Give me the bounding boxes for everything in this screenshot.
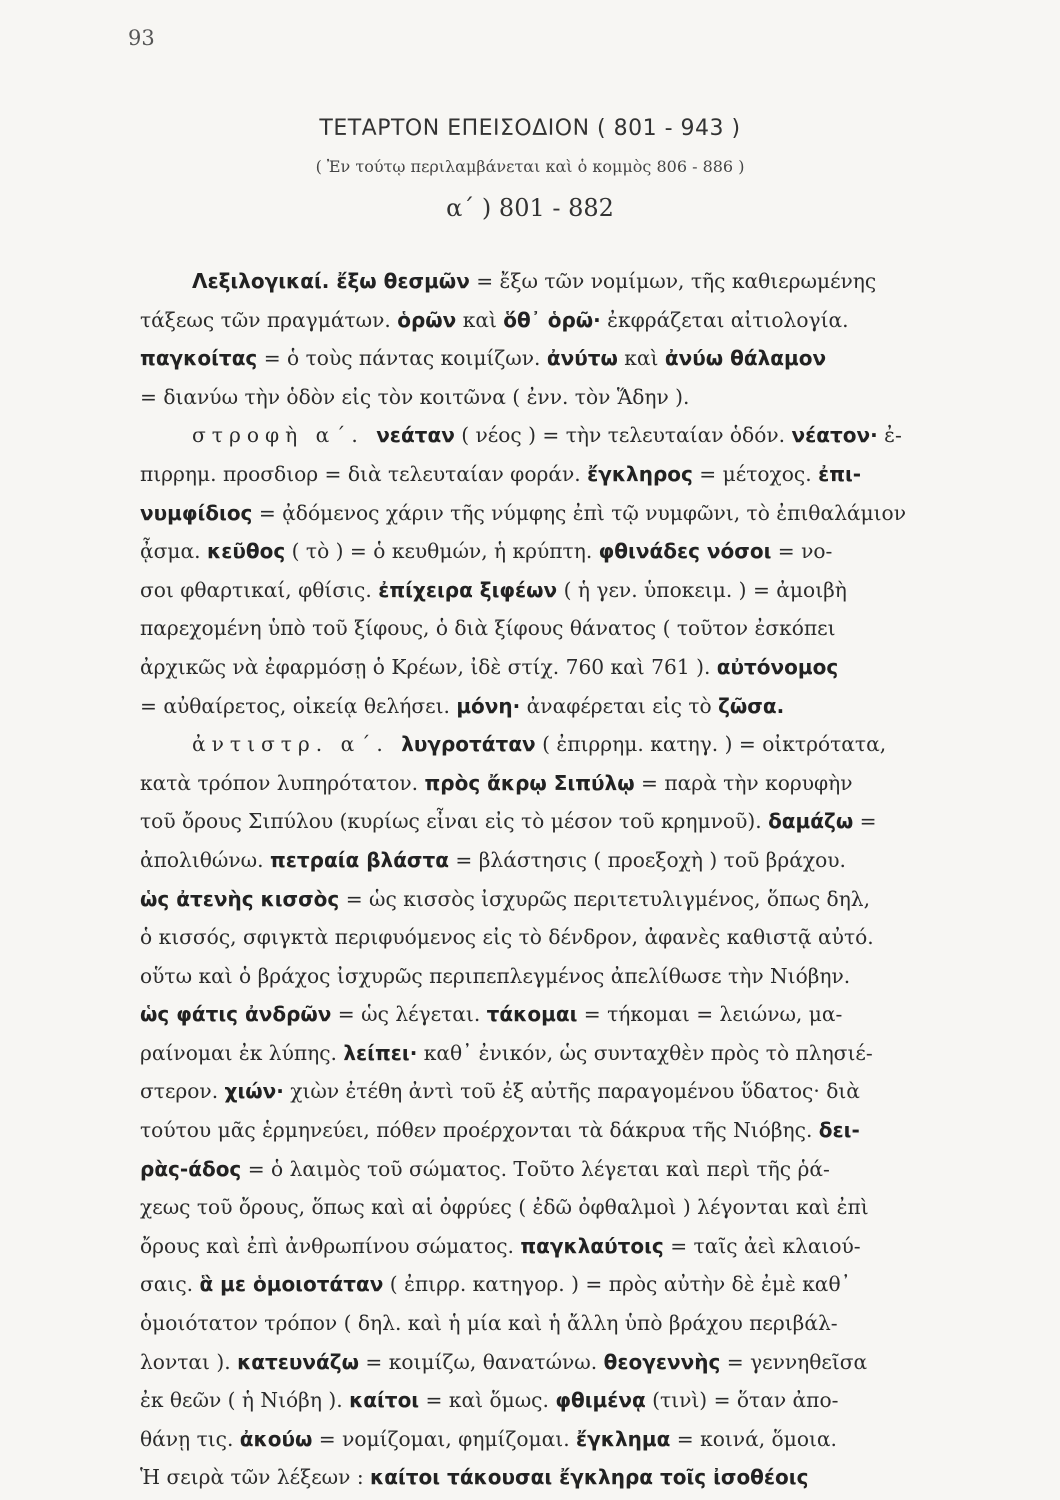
text-segment: (τινὶ) = ὅταν ἀπο- — [645, 1388, 839, 1413]
text-line — [140, 687, 1020, 726]
text-line — [140, 1034, 1020, 1073]
headword: φθιμένᾳ — [555, 1388, 646, 1413]
headword: νυμφίδιος — [140, 500, 253, 525]
text-segment: σαις. — [140, 1272, 200, 1297]
headword: πρὸς ἄκρῳ Σιπύλῳ — [424, 770, 635, 795]
text-segment: = ᾀδόμενος χάριν τῆς νύμφης ἐπὶ τῷ νυμφῶνι, τὸ ἐπιθαλάμιον — [252, 500, 906, 525]
headword: φθινάδες νόσοι — [598, 539, 772, 564]
text-line — [140, 494, 1020, 533]
headword: τάκομαι — [486, 1002, 578, 1027]
text-line — [140, 880, 1020, 919]
text-segment: = γεννηθεῖσα — [720, 1349, 868, 1374]
text-segment: Ἡ σειρὰ τῶν λέξεων : — [140, 1465, 371, 1490]
text-line — [140, 571, 1020, 610]
text-segment: = διανύω τὴν ὁδὸν εἰς τὸν κοιτῶνα ( ἐνν. τὸν Ἅδην ). — [140, 384, 690, 409]
body-text — [140, 262, 1020, 1497]
text-line — [140, 301, 1020, 340]
text-segment: τούτου μᾶς ἑρμηνεύει, πόθεν προέρχονται τὰ δάκρυα τῆς Νιόβης. — [140, 1118, 819, 1143]
text-segment: στερον. — [140, 1079, 225, 1104]
headword: πετραία βλάστα — [269, 847, 450, 872]
text-segment: ἀντιστρ. α΄. — [192, 732, 402, 757]
text-segment: ( ἡ γεν. ὑποκειμ. ) = ἀμοιβὴ — [557, 577, 847, 602]
text-line — [140, 1381, 1020, 1420]
text-segment: παρεχομένη ὑπὸ τοῦ ξίφους, ὁ διὰ ξίφους θάνατος ( τοῦτον ἐσκόπει — [140, 616, 836, 641]
text-segment: καθ᾽ ἐνικόν, ὡς συνταχθὲν πρὸς τὸ πλησιέ- — [417, 1040, 873, 1065]
text-segment: = — [853, 809, 877, 834]
headword: θεογεννὴς — [603, 1349, 721, 1374]
text-segment: = ὁ λαιμὸς τοῦ σώματος. Τοῦτο λέγεται καὶ περὶ τῆς ῥά- — [241, 1156, 830, 1181]
text-segment: πιρρημ. προσδιορ = διὰ τελευταίαν φοράν. — [140, 461, 588, 486]
text-segment: στροφὴ α΄. — [192, 423, 377, 448]
text-segment: = τήκομαι = λειώνω, μα- — [577, 1002, 843, 1027]
text-line — [140, 764, 1020, 803]
text-segment: ( τὸ ) = ὁ κευθμών, ἡ κρύπτη. — [285, 539, 599, 564]
page-number: 93 — [128, 26, 155, 50]
text-segment: ἐκ θεῶν ( ἡ Νιόβη ). — [140, 1388, 350, 1413]
text-segment: = ταῖς ἀεὶ κλαιού- — [663, 1233, 861, 1258]
headword: λυγροτάταν — [401, 732, 536, 757]
text-segment: ( νέος ) = τὴν τελευταίαν ὁδόν. — [454, 423, 792, 448]
text-segment: ἀρχικῶς νὰ ἐφαρμόσῃ ὁ Κρέων, ἰδὲ στίχ. 760 καὶ 761 ). — [140, 654, 717, 679]
headword: νεάταν — [376, 423, 455, 448]
headword: ὁρῶν — [397, 307, 457, 332]
text-segment: ὄρους καὶ ἐπὶ ἀνθρωπίνου σώματος. — [140, 1233, 521, 1258]
text-segment: ἐ- — [877, 423, 902, 448]
text-line — [140, 725, 1020, 764]
headword: μόνη· — [456, 693, 521, 718]
text-segment: ἐκφράζεται αἰτιολογία. — [600, 307, 849, 332]
text-segment: καὶ — [617, 346, 665, 371]
text-segment: = βλάστησις ( προεξοχὴ ) τοῦ βράχου. — [449, 847, 846, 872]
text-line — [140, 802, 1020, 841]
headword: καίτοι — [349, 1388, 420, 1413]
headword: ἔγκληρος — [587, 461, 693, 486]
headword: ἔξω θεσμῶν — [336, 269, 470, 293]
headword: ἀνύτω — [546, 346, 618, 371]
text-line — [140, 1188, 1020, 1227]
text-segment: ὁμοιότατον τρόπον ( δηλ. καὶ ἡ μία καὶ ἡ ἄλλη ὑπὸ βράχου περιβάλ- — [140, 1311, 838, 1336]
headword: κατευνάζω — [237, 1349, 359, 1374]
text-line — [140, 532, 1020, 571]
text-line — [140, 648, 1020, 687]
text-segment: = αὐθαίρετος, οἰκείᾳ θελήσει. — [140, 693, 457, 718]
headword: δει- — [818, 1118, 860, 1143]
text-segment: = μέτοχος. — [692, 461, 819, 486]
text-line — [140, 1111, 1020, 1150]
text-line — [140, 609, 1020, 648]
headword: κεῦθος — [207, 539, 286, 564]
headword: καίτοι τάκουσαι ἔγκληρα τοῖς ἰσοθέοις — [370, 1465, 809, 1490]
text-line — [140, 1072, 1020, 1111]
headword: δαμάζω — [768, 809, 854, 834]
text-segment: θάνῃ τις. — [140, 1426, 240, 1451]
text-line — [140, 378, 1020, 417]
text-segment: = κοιμίζω, θανατώνω. — [359, 1349, 604, 1374]
text-line — [140, 918, 1020, 957]
text-line — [140, 957, 1020, 996]
section-title: ΤΕΤΑΡΤΟΝ ΕΠΕΙΣΟΔΙΟΝ ( 801 - 943 ) — [319, 116, 741, 141]
text-line — [140, 1420, 1020, 1459]
text-segment: χιὼν ἐτέθη ἀντὶ τοῦ ἐξ αὐτῆς παραγομένου ὕδατος· διὰ — [283, 1079, 860, 1104]
text-segment: καὶ — [456, 307, 504, 332]
text-segment: = νομίζομαι, φημίζομαι. — [312, 1426, 577, 1451]
text-segment: λονται ). — [140, 1349, 238, 1374]
headword: ζῶσα. — [718, 693, 785, 718]
text-line — [140, 995, 1020, 1034]
text-segment: = ὡς κισσὸς ἰσχυρῶς περιτετυλιγμένος, ὅπως δηλ, — [339, 886, 871, 911]
headword: Λεξιλογικαί. — [192, 269, 337, 293]
text-segment: = καὶ ὅμως. — [419, 1388, 556, 1413]
text-line — [140, 416, 1020, 455]
text-segment: τοῦ ὄρους Σιπύλου (κυρίως εἶναι εἰς τὸ μέσον τοῦ κρημνοῦ). — [140, 809, 769, 834]
text-line — [140, 841, 1020, 880]
subtitle: ( Ἐν τούτῳ περιλαμβάνεται καὶ ὁ κομμὸς 806 - 886 ) — [315, 157, 745, 176]
headword: παγκλαύτοις — [520, 1233, 664, 1258]
headword: ἐπίχειρα ξιφέων — [378, 577, 558, 602]
text-segment: σοι φθαρτικαί, φθίσις. — [140, 577, 379, 602]
text-line — [140, 262, 1020, 301]
text-line — [140, 1458, 1020, 1497]
headword: ὡς ἀτενὴς κισσὸς — [140, 886, 340, 911]
headword: ὅθ᾽ ὁρῶ· — [503, 307, 601, 332]
headword: ἀνύω θάλαμον — [664, 346, 827, 371]
text-segment: ὁ κισσός, σφιγκτὰ περιφυόμενος εἰς τὸ δένδρον, ἀφανὲς καθιστᾷ αὐτό. — [140, 925, 874, 950]
text-segment: ᾆσμα. — [140, 539, 207, 564]
headword: χιών· — [224, 1079, 284, 1104]
headword: λείπει· — [343, 1040, 418, 1065]
text-segment: οὕτω καὶ ὁ βράχος ἰσχυρῶς περιπεπλεγμένος ἀπελίθωσε τὴν Νιόβην. — [140, 963, 851, 988]
text-line — [140, 455, 1020, 494]
text-segment: ( ἐπιρρημ. κατηγ. ) = οἰκτρότατα, — [535, 732, 887, 757]
text-segment: ἀπολιθώνω. — [140, 847, 270, 872]
text-segment: = ὡς λέγεται. — [331, 1002, 487, 1027]
part-heading: α΄ ) 801 - 882 — [446, 194, 614, 222]
text-line — [140, 339, 1020, 378]
text-line — [140, 1150, 1020, 1189]
text-segment: ἀναφέρεται εἰς τὸ — [520, 693, 719, 718]
headword: αὐτόνομος — [716, 654, 839, 679]
text-segment: = παρὰ τὴν κορυφὴν — [634, 770, 853, 795]
headword: ἐπι- — [818, 461, 862, 486]
text-segment: ( ἐπιρρ. κατηγορ. ) = πρὸς αὐτὴν δὲ ἐμὲ καθ᾽ — [383, 1272, 851, 1297]
text-segment: = κοινά, ὅμοια. — [670, 1426, 837, 1451]
text-segment: = ὁ τοὺς πάντας κοιμίζων. — [257, 346, 547, 371]
text-segment: = ἔξω τῶν νομίμων, τῆς καθιερωμένης — [469, 269, 877, 293]
text-segment: ραίνομαι ἐκ λύπης. — [140, 1040, 344, 1065]
headword: ἔγκλημα — [576, 1426, 671, 1451]
text-segment: χεως τοῦ ὄρους, ὅπως καὶ αἱ ὀφρύες ( ἐδῶ ὀφθαλμοὶ ) λέγονται καὶ ἐπὶ — [140, 1195, 869, 1220]
headword: ἀκούω — [239, 1426, 313, 1451]
headword: ρὰς-άδος — [140, 1156, 242, 1181]
text-segment: = νο- — [771, 539, 833, 564]
headword: παγκοίτας — [140, 346, 258, 371]
text-line — [140, 1265, 1020, 1304]
text-segment: κατὰ τρόπον λυπηρότατον. — [140, 770, 425, 795]
text-segment: τάξεως τῶν πραγμάτων. — [140, 307, 398, 332]
headword: νέατον· — [791, 423, 878, 448]
headword: ἃ με ὁμοιοτάταν — [199, 1272, 384, 1297]
text-line — [140, 1343, 1020, 1382]
headword: ὡς φάτις ἀνδρῶν — [140, 1002, 332, 1027]
text-line — [140, 1304, 1020, 1343]
text-line — [140, 1227, 1020, 1266]
